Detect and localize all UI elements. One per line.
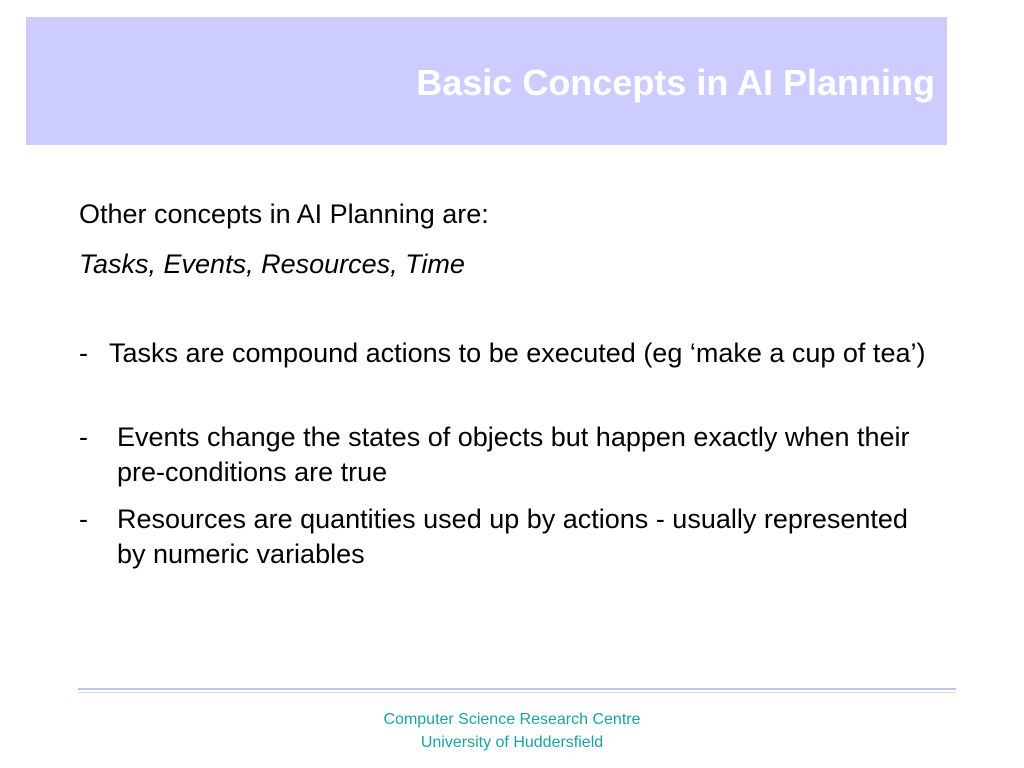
bullet-text: Events change the states of objects but happen exactly when their pre-conditions are true — [117, 422, 910, 487]
intro-text: Other concepts in AI Planning are: — [79, 199, 489, 229]
footer-organization: Computer Science Research Centre — [383, 711, 641, 728]
topics-text: Tasks, Events, Resources, Time — [79, 249, 465, 279]
slide-title: Basic Concepts in AI Planning — [416, 62, 935, 103]
bullet-text: Resources are quantities used up by actions - usually represented by numeric variables — [117, 504, 908, 569]
bullet-tasks — [79, 336, 939, 371]
title-bar — [26, 17, 947, 145]
bullet-text: Tasks are compound actions to be executed (eg ‘make a cup of tea’) — [109, 338, 926, 368]
footer-divider-secondary — [78, 692, 956, 693]
bullet-resources — [79, 502, 939, 572]
bullet-dash: - — [79, 338, 88, 368]
bullet-events — [79, 420, 939, 490]
bullet-dash: - — [79, 504, 88, 534]
footer-university: University of Huddersfield — [420, 734, 604, 751]
footer-divider — [78, 688, 956, 690]
footer — [312, 708, 712, 754]
bullet-dash: - — [79, 422, 88, 452]
